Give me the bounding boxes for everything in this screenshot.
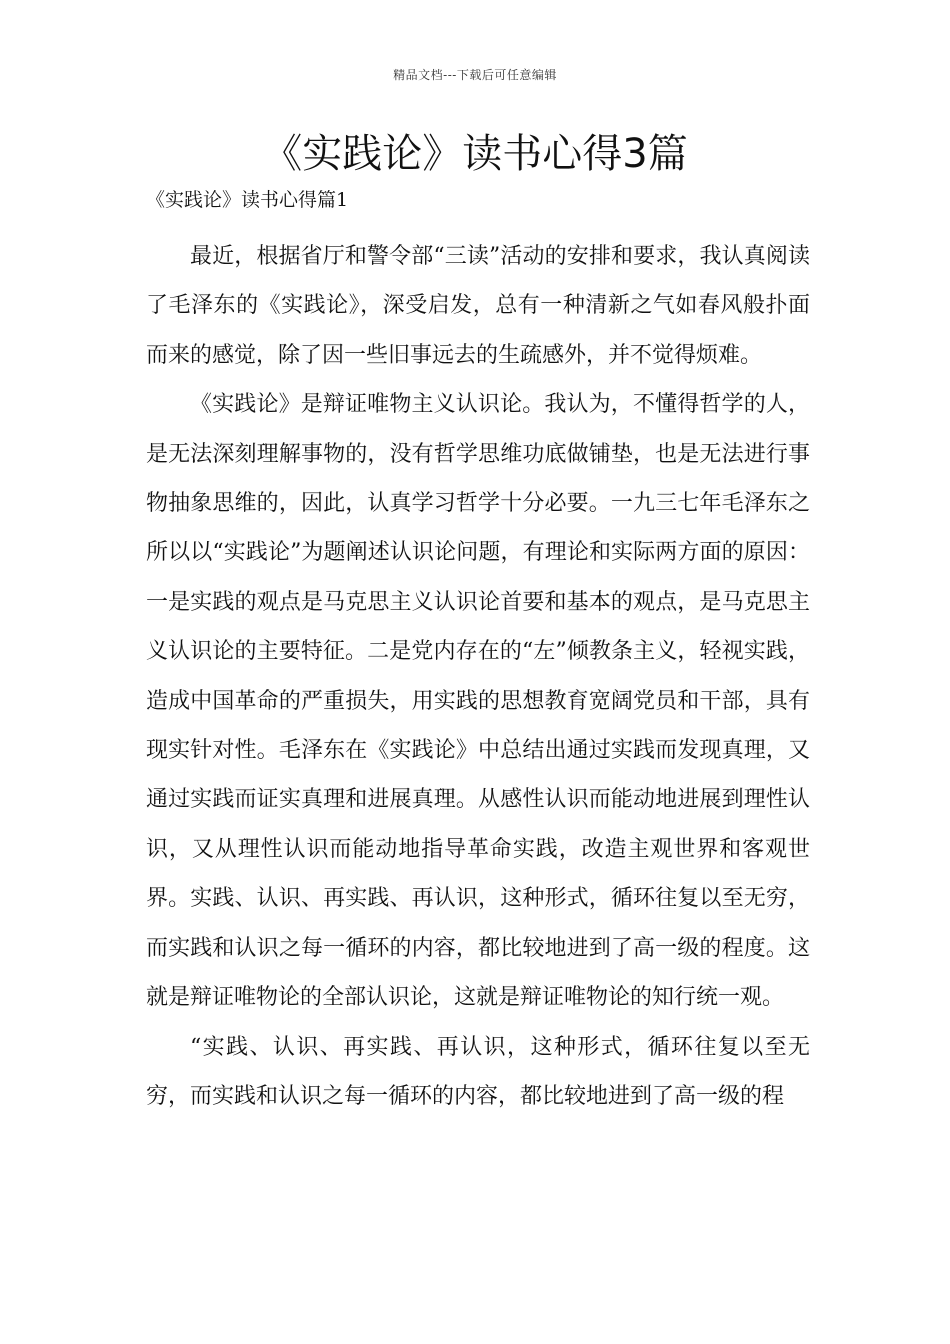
section-heading: 《实践论》读书心得篇1 [146,189,349,211]
paragraph-3: “实践、认识、再实践、再认识，这种形式，循环往复以至无穷，而实践和认识之每一循环的内容，都比较地进到了高一级的程 [146,1034,810,1109]
paragraph-1: 最近，根据省厅和警令部“三读”活动的安排和要求，我认真阅读了毛泽东的《实践论》，深受启发，总有一种清新之气如春风般扑面而来的感觉，除了因一些旧事远去的生疏感外，并不觉得烦难。 [146,244,810,368]
paragraph-2: 《实践论》是辩证唯物主义认识论。我认为，不懂得哲学的人，是无法深刻理解事物的，没有哲学思维功底做铺垫，也是无法进行事物抽象思维的，因此，认真学习哲学十分必要。一九三七年毛泽东之所以以“实践论”为题阐述认识论问题，有理论和实际两方面的原因：一是实践的观点是马克思主义认识论首要和基本的观点，是马克思主义认识论的主要特征。二是党内存在的“左”倾教条主义，轻视实践，造成中国革命的严重损失，用实践的思想教育宽阔党员和干部，具有现实针对性。毛泽东在《实践论》中总结出通过实践而发现真理，又通过实践而证实真理和进展真理。从感性认识而能动地进展到理性认识，又从理性认识而能动地指导革命实践，改造主观世界和客观世界。实践、认识、再实践、再认识，这种形式，循环往复以至无穷，而实践和认识之每一循环的内容，都比较地进到了高一级的程度。这就是辩证唯物论的全部认识论，这就是辩证唯物论的知行统一观。 [146,392,810,1011]
document-title: 《实践论》读书心得3篇 [262,131,688,177]
body-text [146,232,810,1121]
header-note: 精品文档---下载后可任意编辑 [393,68,557,82]
